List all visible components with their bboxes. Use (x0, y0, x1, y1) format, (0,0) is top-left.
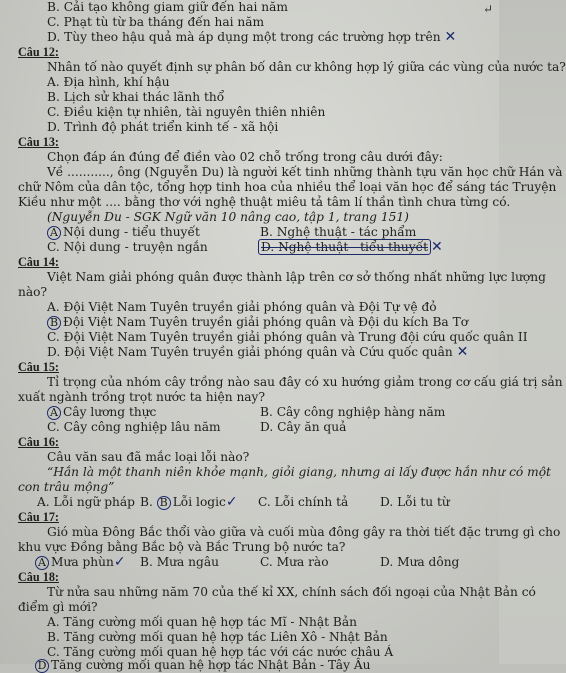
question-17-stem-2: khu vực Đồng bằng Bắc bộ và Bắc Trung bộ nước ta? (18, 540, 346, 554)
handwritten-check-mark: ✓ (225, 494, 238, 510)
circled-answer-mark: A (47, 406, 61, 420)
question-12-option-b: B. Lịch sử khai thác lãnh thổ (47, 90, 225, 104)
question-13-option-b: B. Nghệ thuật - tác phẩm (260, 225, 417, 239)
question-14-option-c: C. Đội Việt Nam Tuyên truyền giải phóng quân và Trung đội cứu quốc quân II (47, 330, 528, 344)
question-12-option-c: C. Điều kiện tự nhiên, tài nguyên thiên nhiên (47, 105, 326, 119)
option-d: D. Tùy theo hậu quả mà áp dụng một trong các trường hợp trên ✕ (47, 29, 457, 45)
question-16-heading: Câu 16: (18, 435, 59, 449)
question-14-option-b: B Đội Việt Nam Tuyên truyền giải phóng quân và Đội du kích Ba Tơ (47, 315, 468, 330)
question-18-stem-1: Từ nửa sau những năm 70 của thế kỉ XX, chính sách đối ngoại của Nhật Bản có (47, 585, 536, 599)
question-14-stem-1: Việt Nam giải phóng quân được thành lập trên cơ sở thống nhất những lực lượng (47, 270, 546, 284)
question-17-option-c: C. Mưa rào (260, 555, 329, 569)
question-14-option-a: A. Đội Việt Nam Tuyên truyền giải phóng quân và Đội Tự vệ đỏ (47, 300, 437, 314)
question-15-stem-2: xuất ngành trồng trọt nước ta hiện nay? (18, 390, 265, 404)
option-c: C. Phạt tù từ ba tháng đến hai năm (47, 15, 265, 29)
question-15-option-c: C. Cây công nghiệp lâu năm (47, 420, 221, 434)
question-16-option-d: D. Lỗi tu từ (380, 495, 450, 509)
question-16-option-b: B. B Lỗi logic✓ (140, 494, 238, 510)
question-15-option-a: A Cây lương thực (47, 405, 156, 420)
question-16-option-a: A. Lỗi ngữ pháp (37, 495, 135, 509)
question-12-option-d: D. Trình độ phát triển kinh tế - xã hội (47, 120, 279, 134)
circled-answer-mark: A (47, 226, 61, 240)
question-12-stem: Nhân tố nào quyết định sự phân bố dân cư không hợp lý giữa các vùng của nước ta? (47, 60, 566, 74)
question-18-stem-2: điểm gì mới? (18, 600, 98, 614)
question-15-heading: Câu 15: (18, 360, 59, 374)
question-16-quote-1: “Hắn là một thanh niên khỏe mạnh, giỏi giang, nhưng ai lấy được hắn như có một (47, 465, 551, 479)
question-13-source: (Nguyễn Du - SGK Ngữ văn 10 nâng cao, tập 1, trang 151) (47, 210, 409, 224)
question-17-option-a: A Mưa phùn✓ (35, 555, 126, 570)
question-13-option-c: C. Nội dung - truyện ngắn (47, 240, 208, 254)
question-13-passage-3: Kiều như một .... bằng thơ với nghệ thuật miêu tả tâm lí thần tình chưa từng có. (18, 195, 511, 209)
circled-answer-mark: D (35, 659, 49, 673)
question-13-passage-2: chữ Nôm của dân tộc, tổng hợp tinh hoa của nhiều thể loại văn học để sáng tác Truyện (18, 180, 557, 194)
question-13-option-a: A Nội dung - tiểu thuyết (47, 225, 200, 240)
question-15-stem-1: Tỉ trọng của nhóm cây trồng nào sau đây có xu hướng giảm trong cơ cấu giá trị sản (47, 375, 563, 389)
handwritten-x-mark: ✕ (431, 239, 443, 255)
question-16-stem: Câu văn sau đã mắc loại lỗi nào? (47, 450, 250, 464)
question-17-option-d: D. Mưa dông (380, 555, 460, 569)
question-13-option-d: D. Nghệ thuật - tiểu thuyết ✕ (258, 240, 443, 255)
question-13-stem: Chọn đáp án đúng để điền vào 02 chỗ trống trong câu dưới đây: (47, 150, 443, 164)
question-12-heading: Câu 12: (18, 45, 59, 59)
question-18-option-b: B. Tăng cường mối quan hệ hợp tác Liên Xô - Nhật Bản (47, 630, 388, 644)
question-14-stem-2: nào? (18, 285, 47, 299)
question-13-heading: Câu 13: (18, 135, 59, 149)
handwritten-x-mark: ✕ (444, 29, 457, 45)
option-b: B. Cải tạo không giam giữ đến hai năm (47, 0, 288, 14)
question-17-stem-1: Gió mùa Đông Bắc thổi vào giữa và cuối mùa đông gây ra thời tiết đặc trưng gì cho (47, 525, 561, 539)
question-18-heading: Câu 18: (18, 570, 59, 584)
question-16-option-c: C. Lỗi chính tả (258, 495, 349, 509)
question-15-option-d: D. Cây ăn quả (260, 420, 347, 434)
handwritten-x-mark: ✕ (456, 344, 469, 360)
circled-answer-mark: A (35, 556, 49, 570)
question-14-option-d: D. Đội Việt Nam Tuyên truyền giải phóng quân và Cứu quốc quân ✕ (47, 344, 469, 360)
question-17-heading: Câu 17: (18, 510, 59, 524)
question-13-passage-1: Về ..........., ông (Nguyễn Du) là người kết tinh những thành tựu văn học chữ Hán và (47, 165, 563, 179)
question-16-quote-2: con trâu mộng” (18, 480, 115, 494)
question-18-option-a: A. Tăng cường mối quan hệ hợp tác Mĩ - Nhật Bản (47, 615, 357, 629)
question-15-option-b: B. Cây công nghiệp hàng năm (260, 405, 446, 419)
circled-answer-mark: B (157, 496, 171, 510)
question-12-option-a: A. Địa hình, khí hậu (47, 75, 170, 89)
circled-answer-mark: B (47, 316, 61, 330)
question-18-option-c: C. Tăng cường mối quan hệ hợp tác với các nước châu Á (47, 645, 394, 659)
handwritten-check-mark: ✓ (113, 554, 126, 570)
question-14-heading: Câu 14: (18, 255, 59, 269)
corner-arrow-icon: ↵ (482, 2, 493, 16)
question-17-option-b: B. Mưa ngâu (140, 555, 219, 569)
question-18-option-d: D Tăng cường mối quan hệ hợp tác Nhật Bản - Tây Âu (35, 658, 371, 673)
